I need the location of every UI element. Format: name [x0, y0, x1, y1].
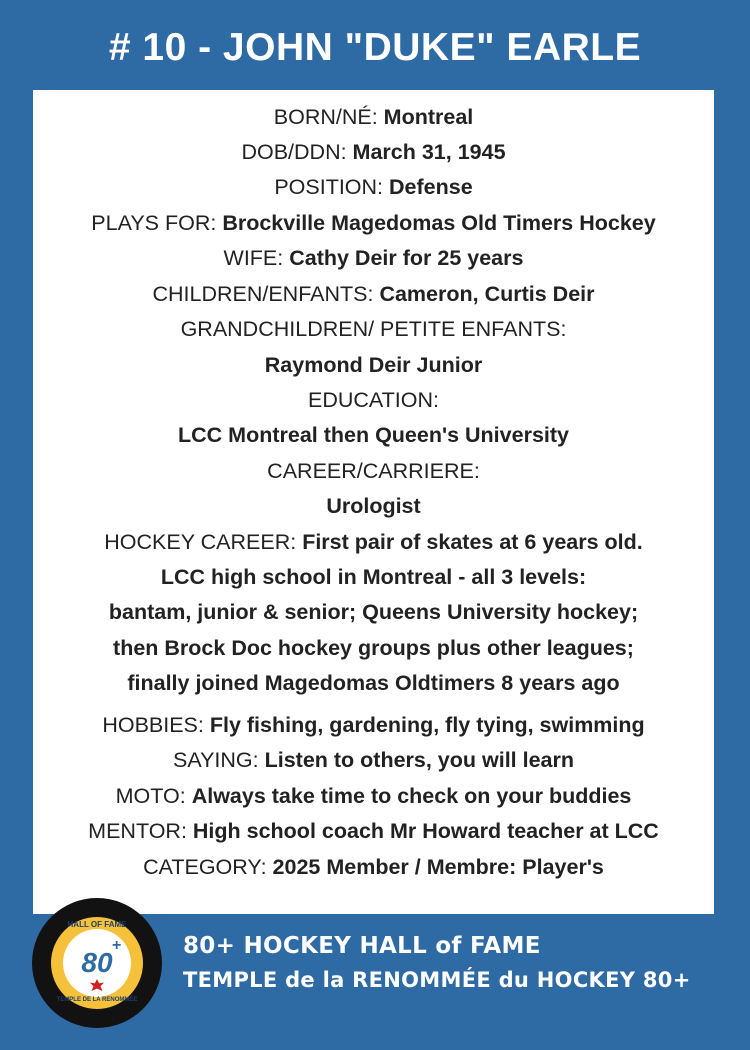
saying-line: [33, 748, 714, 773]
category-line: [33, 855, 714, 880]
grandchildren-label: GRANDCHILDREN/ PETITE ENFANTS:: [180, 317, 567, 341]
hockey-career-text: bantam, junior & senior; Queens University hockey;: [108, 600, 639, 624]
logo-bottom-text: TEMPLE DE LA RENOMMÉE: [56, 997, 138, 1003]
grandchildren-label-line: [33, 317, 714, 342]
education-value: LCC Montreal then Queen's University: [178, 423, 569, 447]
logo-top-text: HALL OF FAME: [67, 920, 127, 929]
born-label: BORN/NÉ:: [273, 105, 384, 129]
hockey-career-line-4: [33, 636, 714, 661]
category-value: 2025 Member / Membre: Player's: [272, 855, 604, 879]
career-label-line: [33, 459, 714, 484]
education-value-line: [33, 423, 714, 448]
career-label: CAREER/CARRIERE:: [267, 459, 480, 483]
logo-core: [63, 929, 131, 997]
children-value: Cameron, Curtis Deir: [379, 282, 595, 306]
footer-line-french: TEMPLE de la RENOMMÉE du HOCKEY 80+: [183, 968, 691, 992]
plays-for-value: Brockville Magedomas Old Timers Hockey: [222, 211, 656, 235]
hall-of-fame-logo: [32, 898, 162, 1028]
career-value-line: [33, 494, 714, 519]
dob-label: DOB/DDN:: [241, 140, 353, 164]
career-value: Urologist: [326, 494, 421, 518]
mentor-line: [33, 819, 714, 844]
saying-value: Listen to others, you will learn: [264, 748, 575, 772]
hockey-career-line-1: [33, 530, 714, 555]
education-label-line: [33, 388, 714, 413]
position-label: POSITION:: [274, 175, 390, 199]
hockey-career-line-5: [33, 671, 714, 696]
moto-line: [33, 784, 714, 809]
hockey-career-line-3: [33, 600, 714, 625]
hobbies-label: HOBBIES:: [102, 713, 210, 737]
plays-for-line: [33, 211, 714, 236]
hobbies-value: Fly fishing, gardening, fly tying, swimming: [209, 713, 645, 737]
mentor-value: High school coach Mr Howard teacher at LCC: [192, 819, 659, 843]
plays-for-label: PLAYS FOR:: [91, 211, 223, 235]
grandchildren-value: Raymond Deir Junior: [264, 353, 483, 377]
logo-gold-ring: [51, 917, 143, 1009]
position-line: [33, 175, 714, 200]
logo-plus: +: [112, 937, 122, 954]
mentor-label: MENTOR:: [88, 819, 193, 843]
wife-line: [33, 246, 714, 271]
hockey-career-label: HOCKEY CAREER:: [104, 530, 303, 554]
hockey-career-text: then Brock Doc hockey groups plus other leagues;: [113, 636, 634, 660]
logo-number: 80: [81, 947, 113, 978]
dob-value: March 31, 1945: [352, 140, 506, 164]
hockey-career-text: First pair of skates at 6 years old.: [302, 530, 643, 554]
hockey-career-line-2: [33, 565, 714, 590]
children-line: [33, 282, 714, 307]
wife-label: WIFE:: [223, 246, 290, 270]
info-panel: [33, 90, 714, 914]
dob-line: [33, 140, 714, 165]
children-label: CHILDREN/ENFANTS:: [152, 282, 380, 306]
education-label: EDUCATION:: [308, 388, 439, 412]
wife-value: Cathy Deir for 25 years: [289, 246, 524, 270]
born-line: [33, 105, 714, 130]
moto-label: MOTO:: [115, 784, 192, 808]
hobbies-line: [33, 713, 714, 738]
category-label: CATEGORY:: [143, 855, 273, 879]
hockey-career-text: LCC high school in Montreal - all 3 levels:: [160, 565, 587, 589]
moto-value: Always take time to check on your buddies: [191, 784, 632, 808]
maple-leaf-icon: [90, 979, 104, 991]
card-title: # 10 - JOHN "DUKE" EARLE: [108, 26, 642, 69]
saying-label: SAYING:: [172, 748, 265, 772]
position-value: Defense: [389, 175, 473, 199]
born-value: Montreal: [383, 105, 474, 129]
grandchildren-value-line: [33, 353, 714, 378]
footer-line-english: 80+ HOCKEY HALL of FAME: [183, 933, 541, 959]
hockey-career-text: finally joined Magedomas Oldtimers 8 years ago: [127, 671, 620, 695]
